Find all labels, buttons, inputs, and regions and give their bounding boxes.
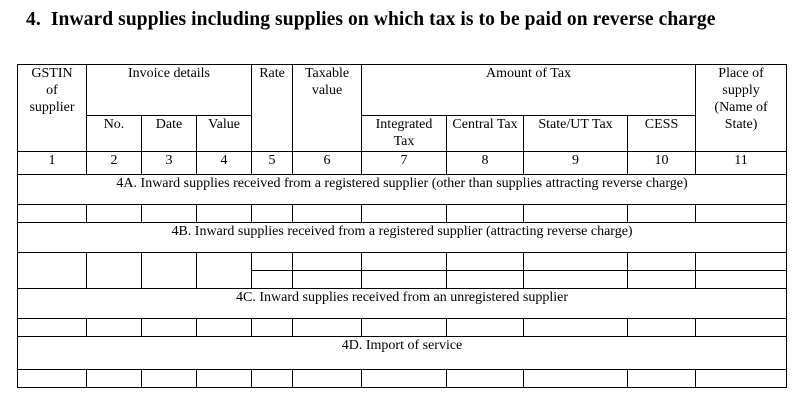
entry-cell[interactable] xyxy=(362,205,447,223)
taxable-value-header xyxy=(293,65,362,152)
entry-cell[interactable] xyxy=(142,319,197,337)
section-4d-label: 4D. Import of service xyxy=(18,337,787,370)
entry-cell[interactable] xyxy=(142,205,197,223)
section-4a-entry-row xyxy=(18,205,787,223)
place-of-supply-header-line: supply xyxy=(722,83,760,98)
entry-cell[interactable] xyxy=(142,370,197,388)
place-of-supply-header xyxy=(696,65,787,152)
section-4a-row xyxy=(18,175,787,205)
invoice-no-header: No. xyxy=(87,116,142,152)
entry-cell[interactable] xyxy=(197,205,252,223)
entry-cell[interactable] xyxy=(293,271,362,289)
place-of-supply-header-line: Place of xyxy=(718,66,764,81)
invoice-details-header: Invoice details xyxy=(87,65,252,116)
column-number: 4 xyxy=(197,152,252,175)
column-number: 11 xyxy=(696,152,787,175)
state-ut-tax-header: State/UT Tax xyxy=(524,116,628,152)
section-4b-entry-row xyxy=(18,253,787,271)
column-number: 3 xyxy=(142,152,197,175)
header-row-main xyxy=(18,65,787,116)
entry-cell[interactable] xyxy=(293,319,362,337)
entry-cell[interactable] xyxy=(362,370,447,388)
entry-cell[interactable] xyxy=(696,271,787,289)
entry-cell[interactable] xyxy=(362,253,447,271)
entry-cell[interactable] xyxy=(87,253,142,289)
entry-cell[interactable] xyxy=(362,271,447,289)
section-4c-label: 4C. Inward supplies received from an unregistered supplier xyxy=(18,289,787,319)
section-4d-row xyxy=(18,337,787,370)
entry-cell[interactable] xyxy=(252,271,293,289)
entry-cell[interactable] xyxy=(87,205,142,223)
entry-cell[interactable] xyxy=(293,370,362,388)
amount-of-tax-header: Amount of Tax xyxy=(362,65,696,116)
rate-header: Rate xyxy=(252,65,293,152)
section-4a-label: 4A. Inward supplies received from a registered supplier (other than supplies attracting reverse charge) xyxy=(18,175,787,205)
entry-cell[interactable] xyxy=(447,319,524,337)
entry-cell[interactable] xyxy=(524,271,628,289)
entry-cell[interactable] xyxy=(362,319,447,337)
gstin-header-line: supplier xyxy=(29,100,75,115)
section-4d-entry-row xyxy=(18,370,787,388)
entry-cell[interactable] xyxy=(447,370,524,388)
entry-cell[interactable] xyxy=(524,319,628,337)
entry-cell[interactable] xyxy=(18,319,87,337)
entry-cell[interactable] xyxy=(18,370,87,388)
section-4c-row xyxy=(18,289,787,319)
entry-cell[interactable] xyxy=(628,205,696,223)
integrated-tax-header-line: Integrated xyxy=(375,117,433,132)
entry-cell[interactable] xyxy=(18,205,87,223)
invoice-date-header: Date xyxy=(142,116,197,152)
place-of-supply-header-line: (Name of xyxy=(714,100,768,115)
entry-cell[interactable] xyxy=(447,205,524,223)
entry-cell[interactable] xyxy=(197,370,252,388)
column-number: 7 xyxy=(362,152,447,175)
entry-cell[interactable] xyxy=(628,370,696,388)
column-number: 8 xyxy=(447,152,524,175)
entry-cell[interactable] xyxy=(628,319,696,337)
entry-cell[interactable] xyxy=(18,253,87,289)
gstin-header-line: of xyxy=(46,83,58,98)
entry-cell[interactable] xyxy=(696,319,787,337)
entry-cell[interactable] xyxy=(293,205,362,223)
entry-cell[interactable] xyxy=(524,370,628,388)
entry-cell[interactable] xyxy=(628,253,696,271)
entry-cell[interactable] xyxy=(142,253,197,289)
entry-cell[interactable] xyxy=(197,319,252,337)
integrated-tax-header-line: Tax xyxy=(393,134,415,149)
entry-cell[interactable] xyxy=(252,253,293,271)
taxable-value-header-line: value xyxy=(311,83,343,98)
entry-cell[interactable] xyxy=(447,271,524,289)
entry-cell[interactable] xyxy=(293,253,362,271)
column-number-row xyxy=(18,152,787,175)
inward-supplies-table xyxy=(17,64,787,388)
column-number: 1 xyxy=(18,152,87,175)
entry-cell[interactable] xyxy=(252,370,293,388)
header-row-sub xyxy=(18,116,787,152)
entry-cell[interactable] xyxy=(87,319,142,337)
entry-cell[interactable] xyxy=(524,205,628,223)
entry-cell[interactable] xyxy=(628,271,696,289)
entry-cell[interactable] xyxy=(447,253,524,271)
entry-cell[interactable] xyxy=(524,253,628,271)
invoice-value-header: Value xyxy=(197,116,252,152)
entry-cell[interactable] xyxy=(87,370,142,388)
section-4c-entry-row xyxy=(18,319,787,337)
entry-cell[interactable] xyxy=(696,205,787,223)
column-number: 10 xyxy=(628,152,696,175)
section-number: 4. xyxy=(26,9,41,30)
entry-cell[interactable] xyxy=(252,319,293,337)
integrated-tax-header xyxy=(362,116,447,152)
entry-cell[interactable] xyxy=(696,370,787,388)
central-tax-header: Central Tax xyxy=(447,116,524,152)
section-4b-label: 4B. Inward supplies received from a registered supplier (attracting reverse charge) xyxy=(18,223,787,253)
gstin-header-line: GSTIN xyxy=(31,66,73,81)
entry-cell[interactable] xyxy=(197,253,252,289)
place-of-supply-header-line: State) xyxy=(724,117,758,132)
taxable-value-header-line: Taxable xyxy=(304,66,350,81)
column-number: 6 xyxy=(293,152,362,175)
section-heading xyxy=(26,9,716,31)
section-4b-row xyxy=(18,223,787,253)
section-title: Inward supplies including supplies on which tax is to be paid on reverse charge xyxy=(50,9,716,30)
entry-cell[interactable] xyxy=(696,253,787,271)
gstin-header xyxy=(18,65,87,152)
cess-header: CESS xyxy=(628,116,696,152)
column-number: 2 xyxy=(87,152,142,175)
column-number: 5 xyxy=(252,152,293,175)
entry-cell[interactable] xyxy=(252,205,293,223)
column-number: 9 xyxy=(524,152,628,175)
